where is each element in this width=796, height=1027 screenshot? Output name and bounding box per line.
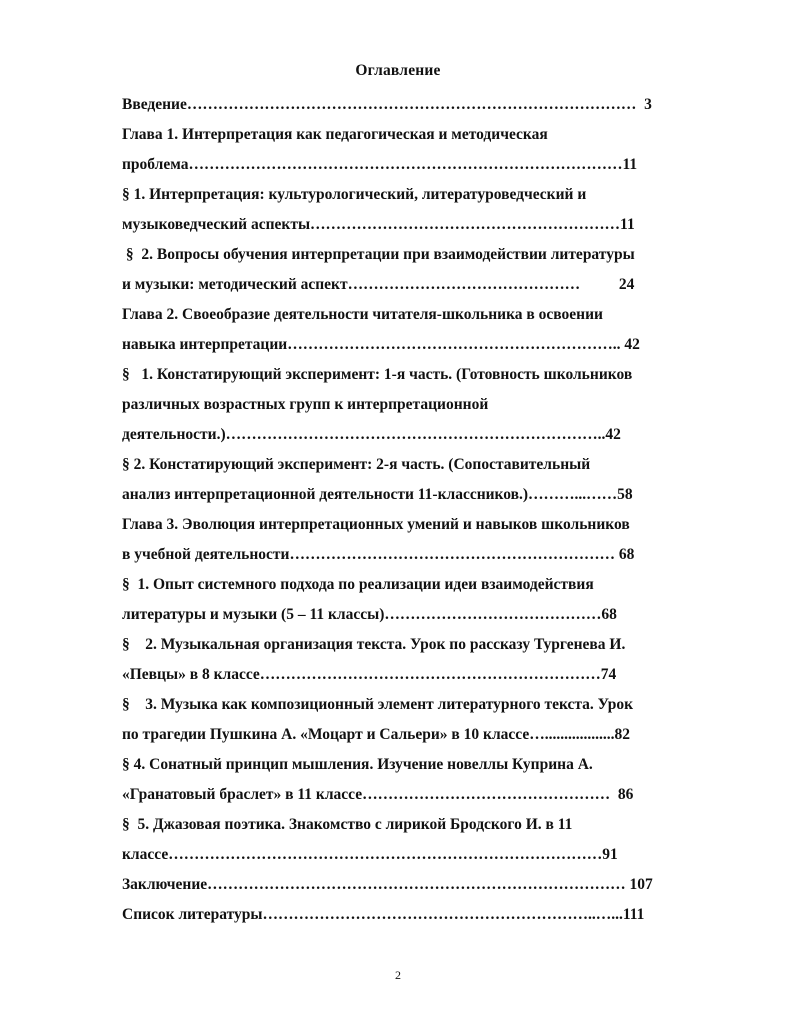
toc-line-section-2-1-cont: различных возрастных групп к интерпретационной <box>122 396 489 413</box>
toc-line-chapter-1-title: Глава 1. Интерпретация как педагогическая и методическая <box>122 126 548 143</box>
toc-line-chapter-2-page: навыка интерпретации……………………………………………………….. 42 <box>122 336 640 353</box>
toc-line-section-2-1-page: деятельности.)………………………………………………………………..42 <box>122 426 621 443</box>
toc-line-section-3-5-title: § 5. Джазовая поэтика. Знакомство с лирикой Бродского И. в 11 <box>122 816 573 833</box>
toc-line-section-3-3-title: § 3. Музыка как композиционный элемент литературного текста. Урок <box>122 696 634 713</box>
toc-line-section-3-3-page: по трагедии Пушкина А. «Моцарт и Сальери» в 10 классе…..................82 <box>122 726 630 743</box>
page-number: 2 <box>395 968 401 982</box>
toc-line-introduction: Введение…………………………………………………………………………… 3 <box>122 96 652 113</box>
toc-line-section-3-2-title: § 2. Музыкальная организация текста. Урок по рассказу Тургенева И. <box>122 636 626 653</box>
toc-line-chapter-2-title: Глава 2. Своеобразие деятельности читателя-школьника в освоении <box>122 306 603 323</box>
toc-line-section-2-1-title: § 1. Констатирующий эксперимент: 1-я часть. (Готовность школьников <box>122 366 633 383</box>
toc-line-section-1-2-title: § 2. Вопросы обучения интерпретации при взаимодействии литературы <box>122 246 635 263</box>
toc-line-section-2-2-page: анализ интерпретационной деятельности 11-классников.)………...……58 <box>122 486 633 503</box>
table-of-contents <box>122 90 712 930</box>
toc-line-section-3-4-title: § 4. Сонатный принцип мышления. Изучение новеллы Куприна А. <box>122 756 593 773</box>
toc-line-chapter-1-page: проблема…………………………………………………………………………11 <box>122 156 638 173</box>
toc-line-section-3-1-title: § 1. Опыт системного подхода по реализации идеи взаимодействия <box>122 576 594 593</box>
toc-line-section-3-5-page: классе…………………………………………………………………………91 <box>122 846 618 863</box>
page-title: Оглавление <box>355 62 441 79</box>
toc-line-section-3-4-page: «Гранатовый браслет» в 11 классе………………………………………… 86 <box>122 786 634 803</box>
toc-line-chapter-3-title: Глава 3. Эволюция интерпретационных умений и навыков школьников <box>122 516 630 533</box>
toc-line-section-2-2-title: § 2. Констатирующий эксперимент: 2-я часть. (Сопоставительный <box>122 456 591 473</box>
toc-line-chapter-3-page: в учебной деятельности……………………………………………………… 68 <box>122 546 635 563</box>
toc-line-section-3-2-page: «Певцы» в 8 классе…………………………………………………………74 <box>122 666 617 683</box>
toc-line-section-1-2-page: и музыки: методический аспект……………………………………… 24 <box>122 276 635 293</box>
toc-line-bibliography: Список литературы………………………………………………………..…...111 <box>122 906 645 923</box>
toc-line-section-3-1-page: литературы и музыки (5 – 11 классы)……………………………………68 <box>122 606 617 623</box>
toc-line-section-1-1-title: § 1. Интерпретация: культурологический, литературоведческий и <box>122 186 587 203</box>
toc-line-section-1-1-page: музыковедческий аспекты……………………………………………………11 <box>122 216 635 233</box>
toc-line-conclusion: Заключение……………………………………………………………………… 107 <box>122 876 653 893</box>
